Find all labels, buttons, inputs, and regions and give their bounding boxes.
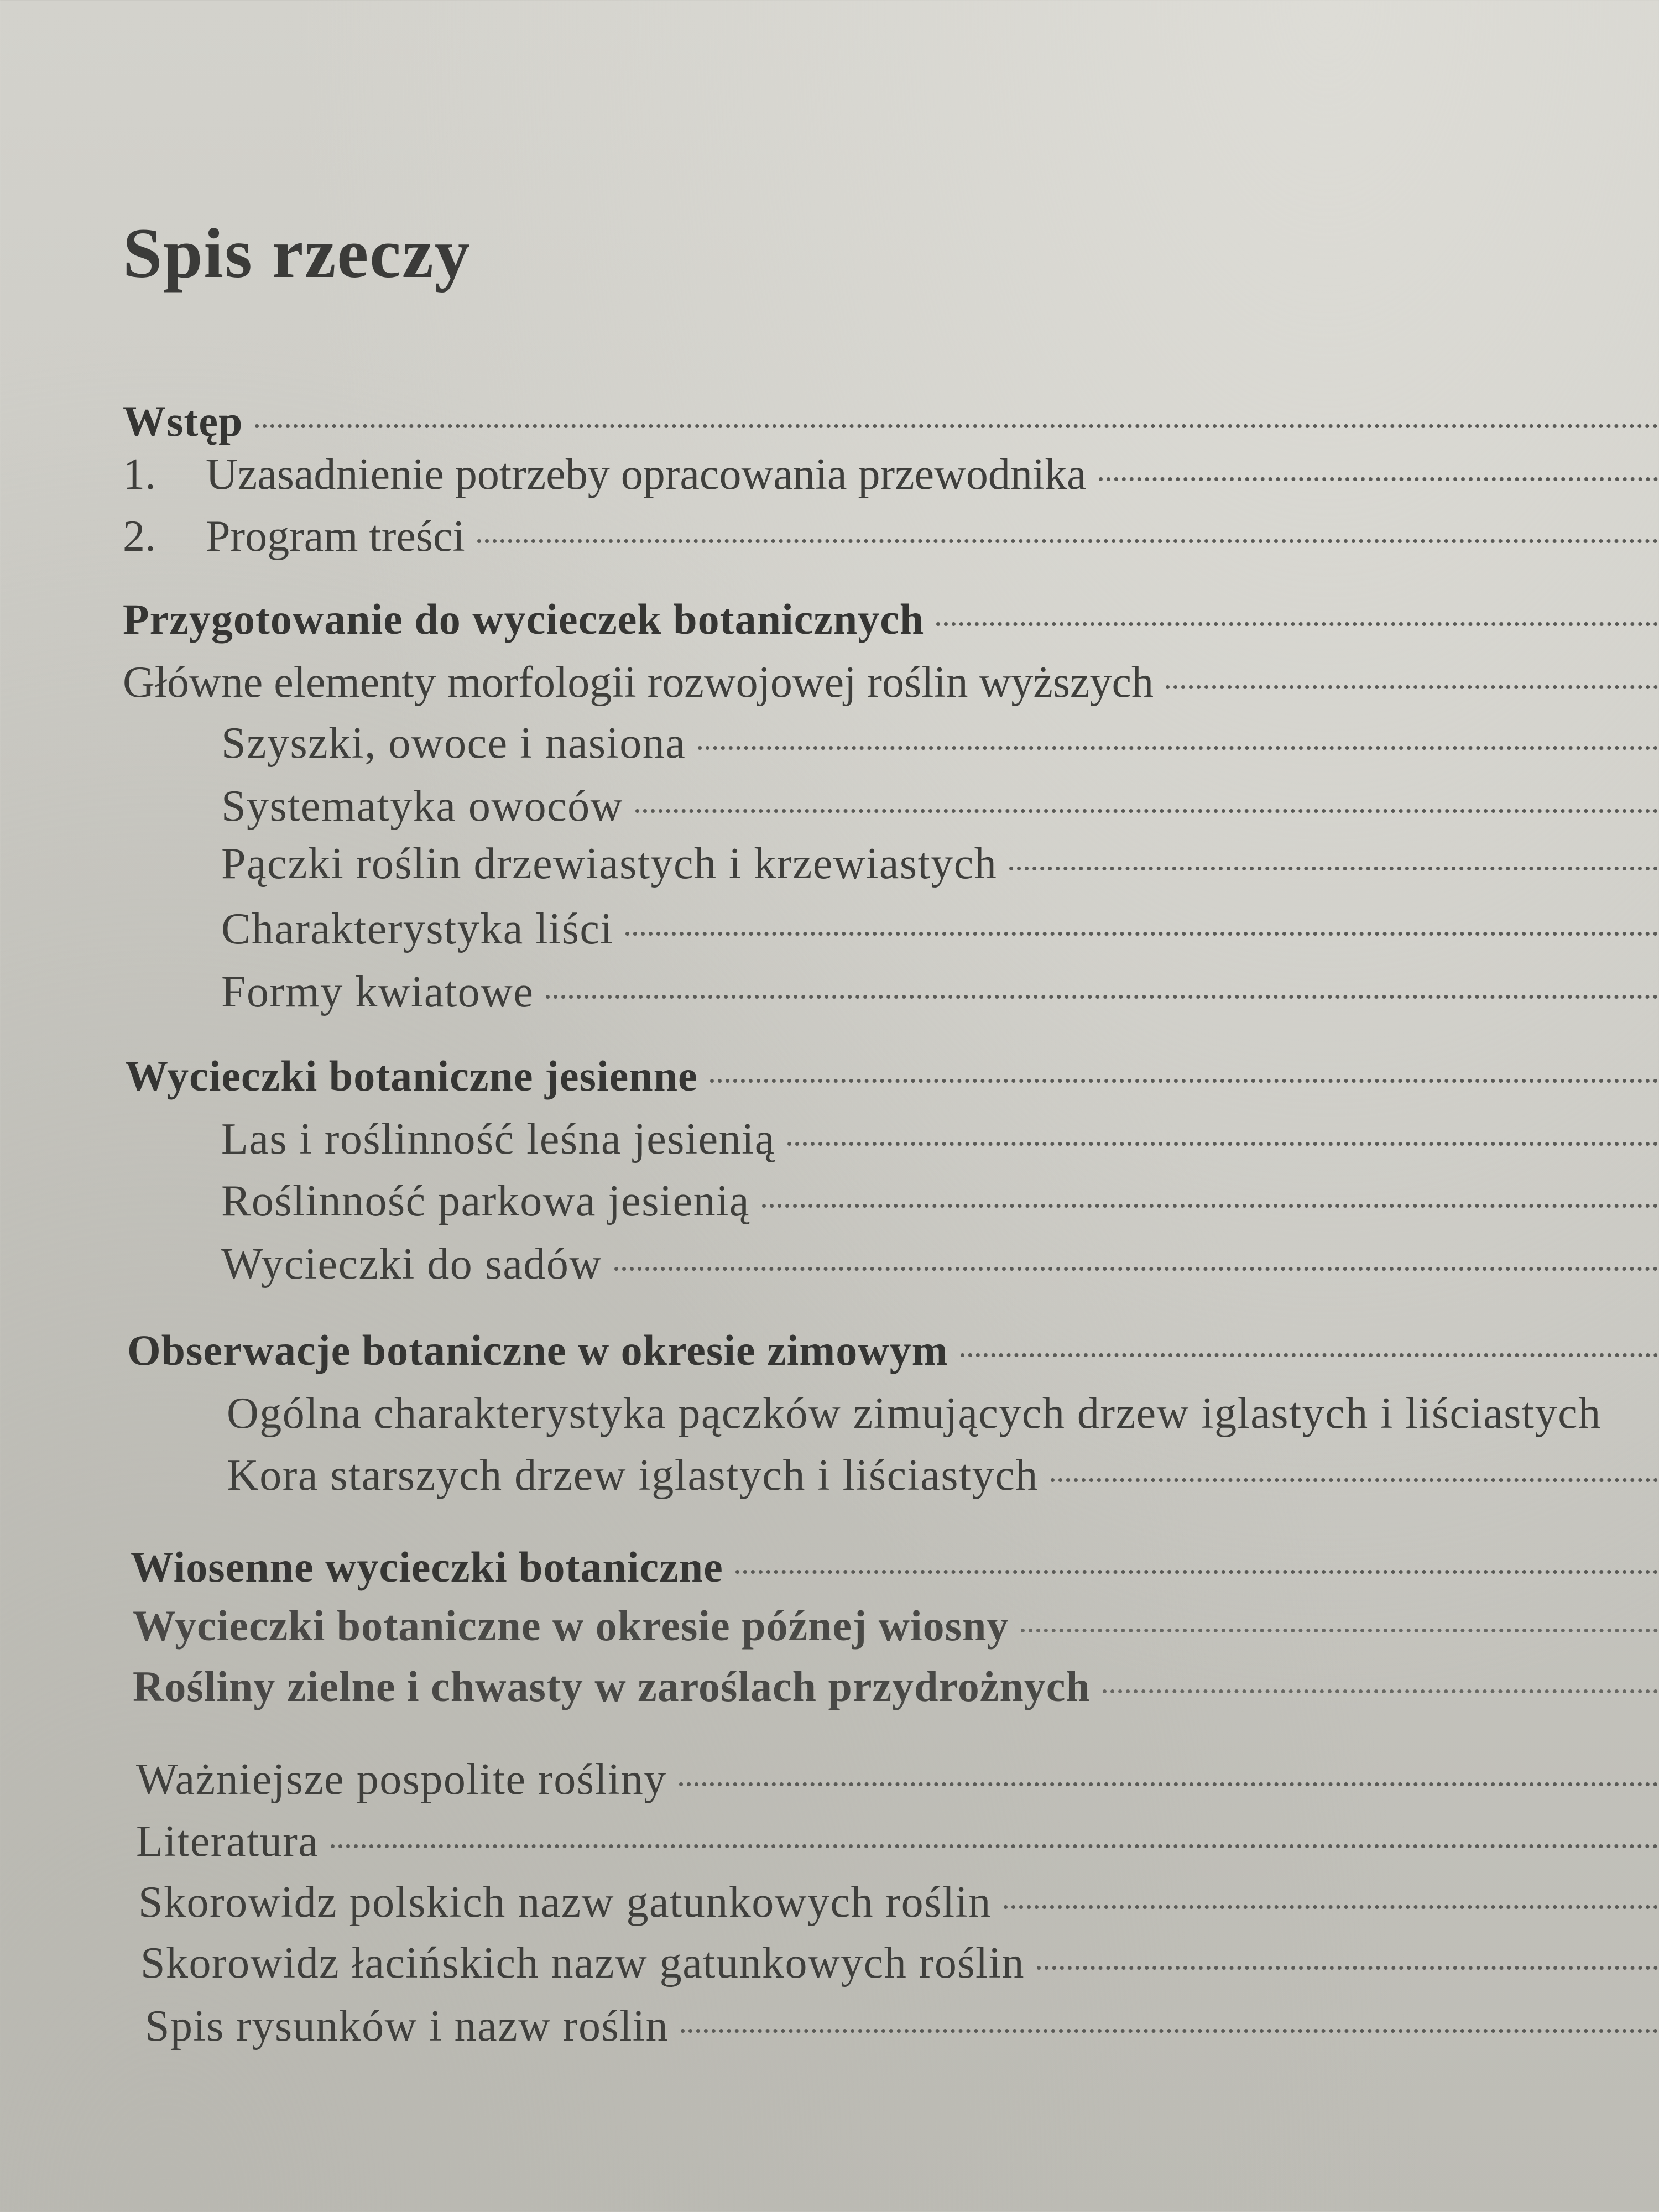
dot-leader	[1051, 1478, 1659, 1482]
dot-leader	[1021, 1629, 1659, 1632]
dot-leader	[698, 746, 1659, 750]
toc-entry-label: Ważniejsze pospolite rośliny	[136, 1755, 667, 1804]
toc-entry-szyszki	[221, 717, 1659, 770]
dot-leader	[546, 995, 1659, 999]
toc-entry-spis-rysunkow	[145, 2000, 1659, 2053]
dot-leader	[331, 1844, 1659, 1848]
toc-entry-label: Wstęp	[123, 397, 243, 445]
toc-entry-kora-drzew	[227, 1449, 1659, 1502]
toc-entry-label: Spis rysunków i nazw roślin	[145, 2002, 669, 2051]
toc-entry-rosliny-zielne	[133, 1660, 1659, 1713]
toc-entry-label: Formy kwiatowe	[221, 968, 534, 1016]
toc-entry-uzasadnienie	[123, 448, 1659, 501]
dot-leader	[735, 1570, 1659, 1574]
toc-entry-obserwacje-zimowe	[127, 1324, 1659, 1377]
toc-entry-charakterystyka-lisci	[221, 902, 1659, 956]
dot-leader	[710, 1079, 1659, 1083]
toc-entry-label: Wycieczki do sadów	[221, 1240, 602, 1288]
toc-entry-label: Główne elementy morfologii rozwojowej roślin wyższych	[123, 658, 1154, 707]
dot-leader	[762, 1204, 1659, 1208]
toc-entry-label: Wiosenne wycieczki botaniczne	[131, 1543, 723, 1591]
toc-entry-przygotowanie	[123, 593, 1659, 646]
toc-entry-glowne-elementy	[123, 656, 1659, 709]
toc-entry-wiosenne-wycieczki	[131, 1541, 1659, 1594]
toc-entry-label: Kora starszych drzew iglastych i liściastych	[227, 1451, 1039, 1500]
dot-leader	[1099, 477, 1659, 481]
toc-entry-paczki	[221, 837, 1659, 890]
toc-entry-wycieczki-jesienne	[125, 1050, 1659, 1103]
dot-leader	[936, 622, 1659, 626]
toc-entry-label: Obserwacje botaniczne w okresie zimowym	[127, 1326, 948, 1374]
toc-entry-number: 2.	[123, 512, 156, 561]
toc-entry-wstep	[123, 395, 1659, 448]
toc-entry-literatura	[136, 1815, 1659, 1868]
toc-entry-label: Szyszki, owoce i nasiona	[221, 719, 686, 768]
toc-entry-program-tresci	[123, 510, 1659, 563]
toc-entry-label: Ogólna charakterystyka pączków zimujących drzew iglastych i liściastych	[227, 1389, 1601, 1438]
toc-entry-label: Wycieczki botaniczne jesienne	[125, 1052, 698, 1100]
dot-leader	[1166, 685, 1659, 689]
toc-entry-label: Roślinność parkowa jesienią	[221, 1177, 750, 1225]
dot-leader	[614, 1267, 1659, 1271]
toc-entry-paczki-zimujace	[227, 1387, 1659, 1440]
toc-entry-pozna-wiosna	[133, 1599, 1659, 1652]
toc-entry-label: Skorowidz polskich nazw gatunkowych roślin	[138, 1878, 992, 1927]
toc-entry-label: Las i roślinność leśna jesienią	[221, 1115, 775, 1164]
dot-leader	[635, 809, 1659, 813]
toc-entry-label: Rośliny zielne i chwasty w zaroślach przydrożnych	[133, 1662, 1091, 1710]
toc-entry-formy-kwiatowe	[221, 966, 1659, 1019]
toc-entry-label: Systematyka owoców	[221, 782, 623, 831]
toc-entry-wycieczki-do-sadow	[221, 1238, 1659, 1291]
page-title: Spis rzeczy	[123, 214, 471, 293]
dot-leader	[1103, 1689, 1659, 1693]
toc-entry-label: Literatura	[136, 1817, 319, 1866]
toc-entry-label: Wycieczki botaniczne w okresie późnej wiosny	[133, 1601, 1009, 1650]
toc-entry-label: Przygotowanie do wycieczek botanicznych	[123, 595, 925, 643]
dot-leader	[1037, 1966, 1659, 1970]
toc-entry-label: Skorowidz łacińskich nazw gatunkowych roślin	[140, 1939, 1025, 1987]
toc-entry-skorowidz-lacinskich	[140, 1937, 1659, 1990]
dot-leader	[679, 1782, 1659, 1786]
dot-leader	[625, 932, 1659, 936]
dot-leader	[1004, 1905, 1659, 1909]
toc-entry-label: Uzasadnienie potrzeby opracowania przewodnika	[206, 450, 1087, 499]
dot-leader	[255, 424, 1659, 428]
toc-entry-label: Pączki roślin drzewiastych i krzewiastych	[221, 839, 998, 888]
dot-leader	[787, 1142, 1659, 1146]
dot-leader	[1009, 867, 1659, 870]
dot-leader	[681, 2029, 1659, 2033]
toc-entry-las-jesienia	[221, 1113, 1659, 1166]
toc-entry-roslinnosc-parkowa	[221, 1175, 1659, 1228]
dot-leader	[477, 539, 1659, 543]
dot-leader	[961, 1353, 1659, 1357]
toc-entry-number: 1.	[123, 450, 156, 499]
toc-entry-wazniejsze-rosliny	[136, 1753, 1659, 1806]
toc-entry-systematyka-owocow	[221, 780, 1659, 833]
toc-entry-label: Program treści	[206, 512, 465, 561]
toc-entry-skorowidz-polskich	[138, 1876, 1659, 1929]
toc-entry-label: Charakterystyka liści	[221, 905, 614, 953]
